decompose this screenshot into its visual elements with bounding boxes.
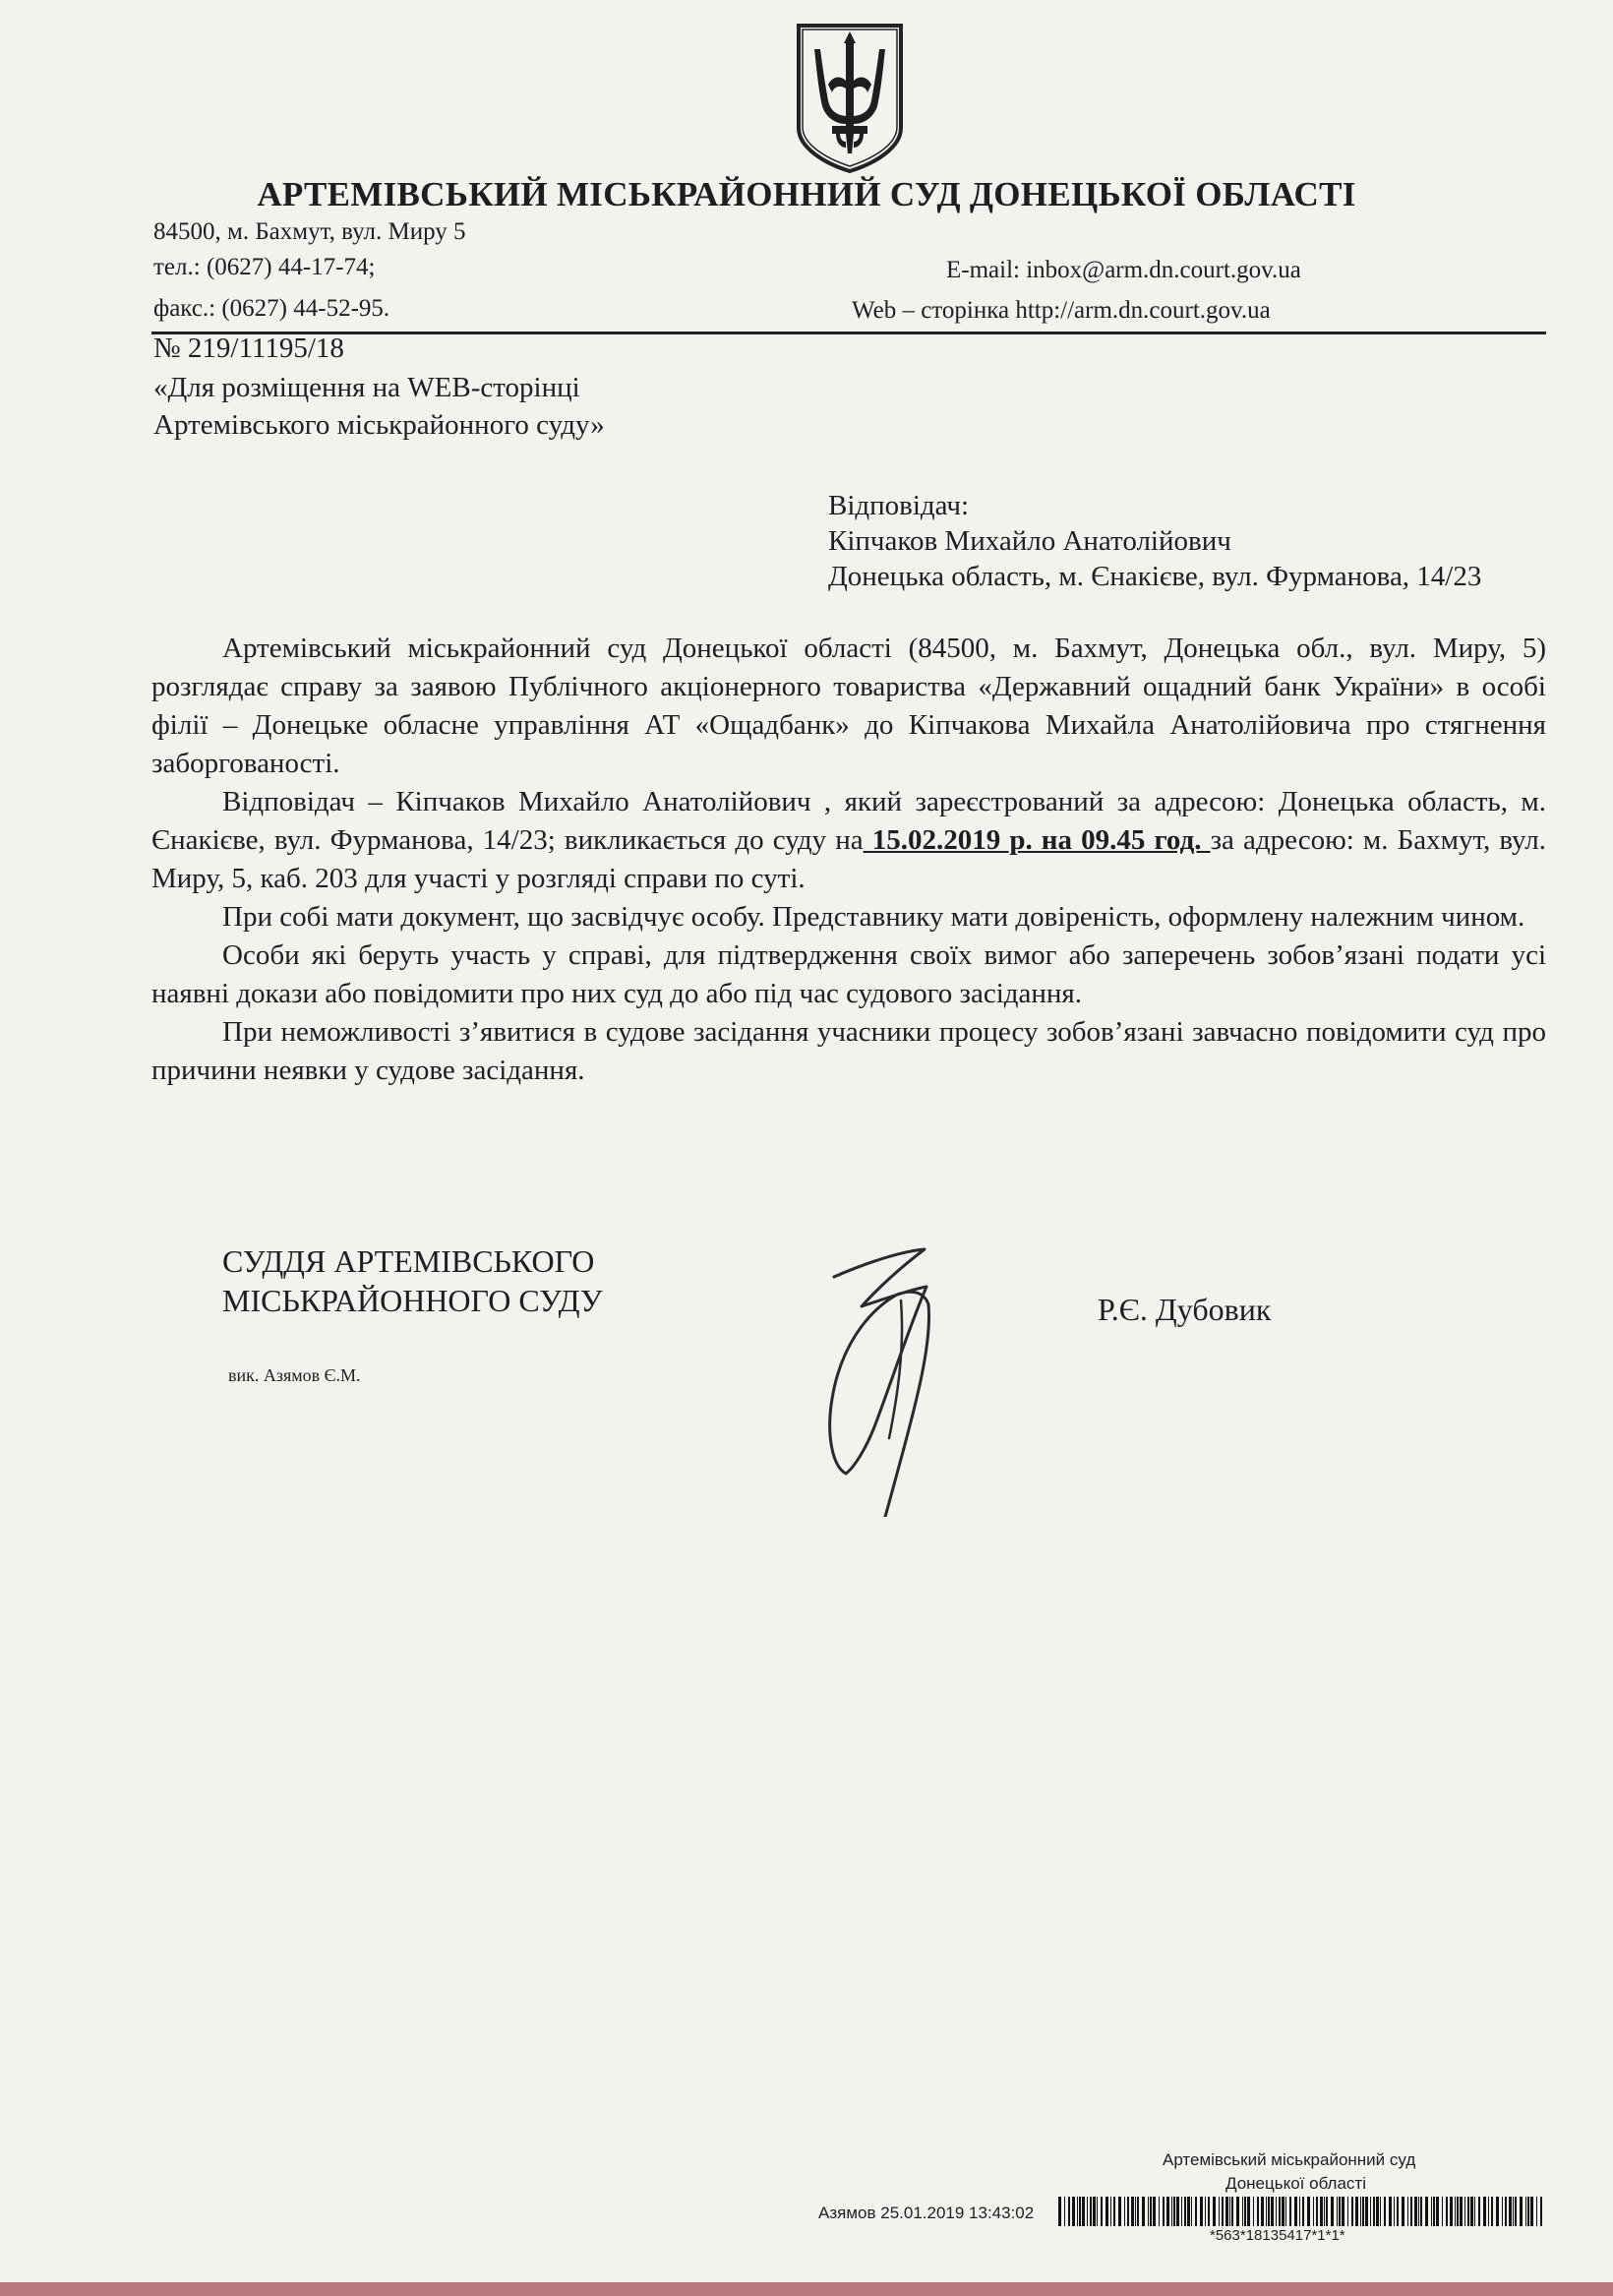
header-divider [151,332,1546,334]
barcode-number: *563*18135417*1*1* [1210,2227,1345,2244]
judge-title-line2: МІСЬКРАЙОННОГО СУДУ [222,1283,603,1318]
recipient-address: Донецька область, м. Єнакієве, вул. Фурманова, 14/23 [828,561,1482,592]
stamp-org-line2: Донецької області [1225,2174,1366,2193]
paragraph-case: Артемівський міськрайонний суд Донецької області (84500, м. Бахмут, Донецька обл., вул. Миру, 5) розглядає справу за заявою Публічного акціонерного товариства «Державний ощадний банк України» в особі філії – Донецьке обласне управління АТ «Ощадбанк» до Кіпчакова Михайла Анатолійовича про стягнення заборгованості. [151,633,1546,779]
court-email: E-mail: inbox@arm.dn.court.gov.ua [946,257,1301,283]
stamp-org-line1: Артемівський міськрайонний суд [1163,2150,1416,2169]
summons-text: Відповідач – Кіпчаков Михайло Анатолійович , який зареєстрований за адресою: Донецька область, м. Єнакієве, вул. Фурманова, 14/23; викликається до суду на [151,786,1546,856]
recipient-name: Кіпчаков Михайло Анатолійович [828,525,1231,557]
notice-body [151,630,1546,1090]
judge-name: Р.Є. Дубовик [1098,1292,1272,1327]
publication-note-line2: Артемівського міськрайонного суду» [153,409,605,441]
case-number: № 219/11195/18 [153,332,344,364]
court-fax: факс.: (0627) 44-52-95. [153,295,390,322]
coat-of-arms-icon [793,20,907,175]
paragraph-evidence: Особи які беруть участь у справі, для підтвердження своїх вимог або заперечень зобов’язані подати усі наявні докази або повідомити про них суд до або під час судового засідання. [151,939,1546,1009]
court-address: 84500, м. Бахмут, вул. Миру 5 [153,218,466,245]
judge-title-line1: СУДДЯ АРТЕМІВСЬКОГО [222,1243,595,1279]
scan-edge-band [0,2282,1613,2296]
handwritten-signature [806,1241,964,1517]
court-website: Web – сторінка http://arm.dn.court.gov.ua [852,297,1271,324]
hearing-datetime: 15.02.2019 р. на 09.45 год. [863,824,1211,856]
paragraph-absence: При неможливості з’явитися в судове засідання учасники процесу зобов’язані завчасно повідомити суд про причини неявки у судове засідання. [151,1016,1546,1086]
recipient-label: Відповідач: [828,490,970,521]
court-title: АРТЕМІВСЬКИЙ МІСЬКРАЙОННИЙ СУД ДОНЕЦЬКОЇ ОБЛАСТІ [257,175,1356,213]
paragraph-summons [151,783,1546,898]
court-phone: тел.: (0627) 44-17-74; [153,254,376,280]
paragraph-documents: При собі мати документ, що засвідчує особу. Представнику мати довіреність, оформлену належним чином. [222,901,1525,933]
summons-location: за адресою: м. Бахмут, вул. Миру, 5, каб. 203 для участі у розгляді справи по суті. [151,824,1547,894]
executor-name: вик. Азямов Є.М. [228,1365,361,1385]
stamp-timestamp: Азямов 25.01.2019 13:43:02 [818,2204,1035,2222]
publication-note-line1: «Для розміщення на WEB-сторінці [153,372,580,403]
